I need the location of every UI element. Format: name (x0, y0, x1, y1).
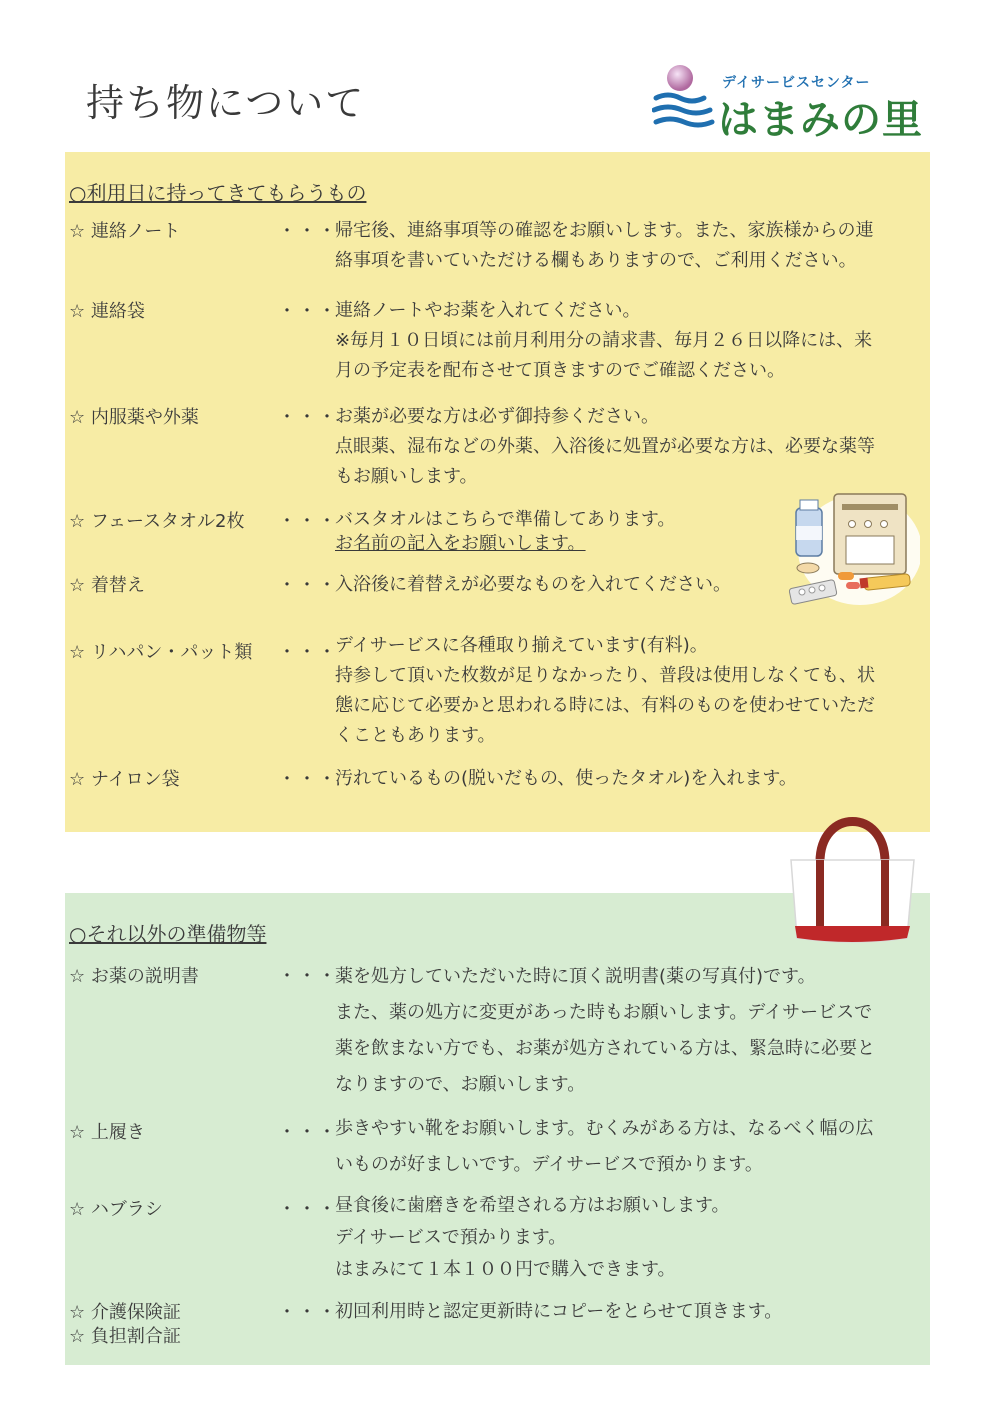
item-description: 初回利用時と認定更新時にコピーをとらせて頂きます。 (335, 1301, 783, 1322)
item-dots: ・・・ (278, 769, 338, 790)
item-description: デイサービスに各種取り揃えています(有料)。 持参して頂いた枚数が足りなかったり、普段は使用しなくても、状 態に応じて必要かと思われる時には、有料のものを使わせていただ くこともあります。 (335, 635, 875, 746)
item-label: ☆ ハブラシ (69, 1199, 163, 1220)
item-description: バスタオルはこちらで準備してあります。 お名前の記入をお願いします。 (335, 509, 676, 554)
item-label: ☆ 連絡袋 (69, 301, 145, 322)
item-description: 連絡ノートやお薬を入れてください。 ※毎月１０日頃には前月利用分の請求書、毎月２６日以降には、来 月の予定表を配布させて頂きますのでご確認ください。 (335, 300, 873, 381)
logo (652, 60, 932, 143)
logo-name: はまみの里 (718, 97, 923, 143)
item-description: 昼食後に歯磨きを希望される方はお願いします。 デイサービスで預かります。 はまみにて１本１００円で購入できます。 (335, 1195, 730, 1280)
item-description: 汚れているもの(脱いだもの、使ったタオル)を入れます。 (335, 768, 797, 789)
section-heading: ○利用日に持ってきてもらうもの (69, 181, 367, 205)
item-label: ☆ ナイロン袋 (69, 769, 180, 790)
item-label: ☆ 上履き (69, 1122, 145, 1143)
item-dots: ・・・ (278, 407, 338, 428)
item-label: ☆ 着替え (69, 575, 145, 596)
logo-wave-icon (652, 60, 722, 140)
item-label: ☆ 連絡ノート (69, 221, 181, 242)
logo-subtitle: デイサービスセンター (722, 75, 871, 91)
page-title: 持ち物について (86, 81, 366, 125)
section-heading: ○それ以外の準備物等 (69, 922, 267, 946)
item-dots: ・・・ (278, 301, 338, 322)
item-label: ☆ フェースタオル2枚 (69, 511, 245, 532)
item-label: ☆ リハパン・パット類 (69, 642, 253, 663)
item-dots: ・・・ (278, 511, 338, 532)
item-label: ☆ 介護保険証 (69, 1302, 181, 1323)
item-dots: ・・・ (278, 1122, 338, 1143)
item-dots: ・・・ (278, 221, 338, 242)
medicine-illustration (780, 480, 920, 610)
item-label: ☆ 内服薬や外薬 (69, 407, 199, 428)
item-dots: ・・・ (278, 966, 338, 987)
item-dots: ・・・ (278, 575, 338, 596)
item-description: 入浴後に着替えが必要なものを入れてください。 (335, 574, 731, 595)
item-description: 薬を処方していただいた時に頂く説明書(薬の写真付)です。 また、薬の処方に変更があった時もお願いします。デイサービスで 薬を飲まない方でも、お薬が処方されている方は、緊急時に必要と なりますので、お願いします。 (335, 966, 875, 1095)
item-dots: ・・・ (278, 642, 338, 663)
item-description: お薬が必要な方は必ず御持参ください。 点眼薬、湿布などの外薬、入浴後に処置が必要な方は、必要な薬等 もお願いします。 (335, 406, 875, 487)
item-label: ☆ お薬の説明書 (69, 966, 199, 987)
item-description: 帰宅後、連絡事項等の確認をお願いします。また、家族様からの連 絡事項を書いていただける欄もありますので、ご利用ください。 (335, 220, 874, 271)
item-label-secondary: ☆ 負担割合証 (69, 1326, 181, 1347)
tote-bag-illustration (785, 800, 920, 950)
item-dots: ・・・ (278, 1199, 338, 1220)
section-other-items (65, 893, 930, 1365)
item-description: 歩きやすい靴をお願いします。むくみがある方は、なるべく幅の広 いものが好ましいです。デイサービスで預かります。 (335, 1118, 874, 1175)
item-dots: ・・・ (278, 1302, 338, 1323)
